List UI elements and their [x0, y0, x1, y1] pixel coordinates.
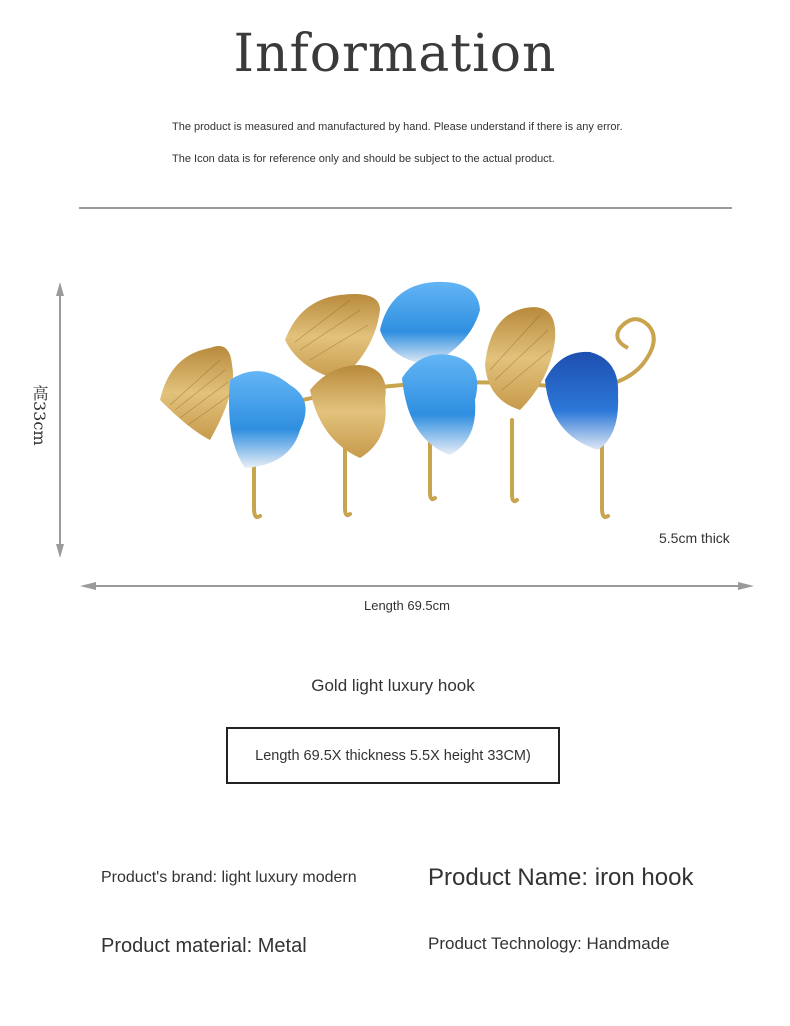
section-divider: [79, 207, 732, 209]
product-title: Gold light luxury hook: [311, 676, 475, 695]
dimensions-text: Length 69.5X thickness 5.5X height 33CM): [255, 747, 531, 764]
spec-material: Product material: Metal: [101, 935, 307, 957]
spec-brand: Product's brand: light luxury modern: [101, 869, 357, 886]
length-label: Length 69.5cm: [363, 598, 450, 613]
length-dimension-arrow: [78, 578, 758, 594]
dimensions-box: [226, 727, 560, 784]
disclaimer-note-1: The product is measured and manufactured by hand. Please understand if there is any error.: [172, 121, 623, 133]
spec-technology: Product Technology: Handmade: [428, 934, 670, 953]
disclaimer-note-2: The Icon data is for reference only and should be subject to the actual product.: [172, 153, 555, 165]
height-label: 高33cm: [30, 385, 49, 446]
height-dimension-arrow: [50, 280, 70, 560]
spec-product-name: Product Name: iron hook: [428, 864, 694, 891]
thickness-label: 5.5cm thick: [659, 530, 730, 546]
ginkgo-hook-product-image: [150, 270, 670, 530]
page-title: Information: [233, 24, 557, 84]
